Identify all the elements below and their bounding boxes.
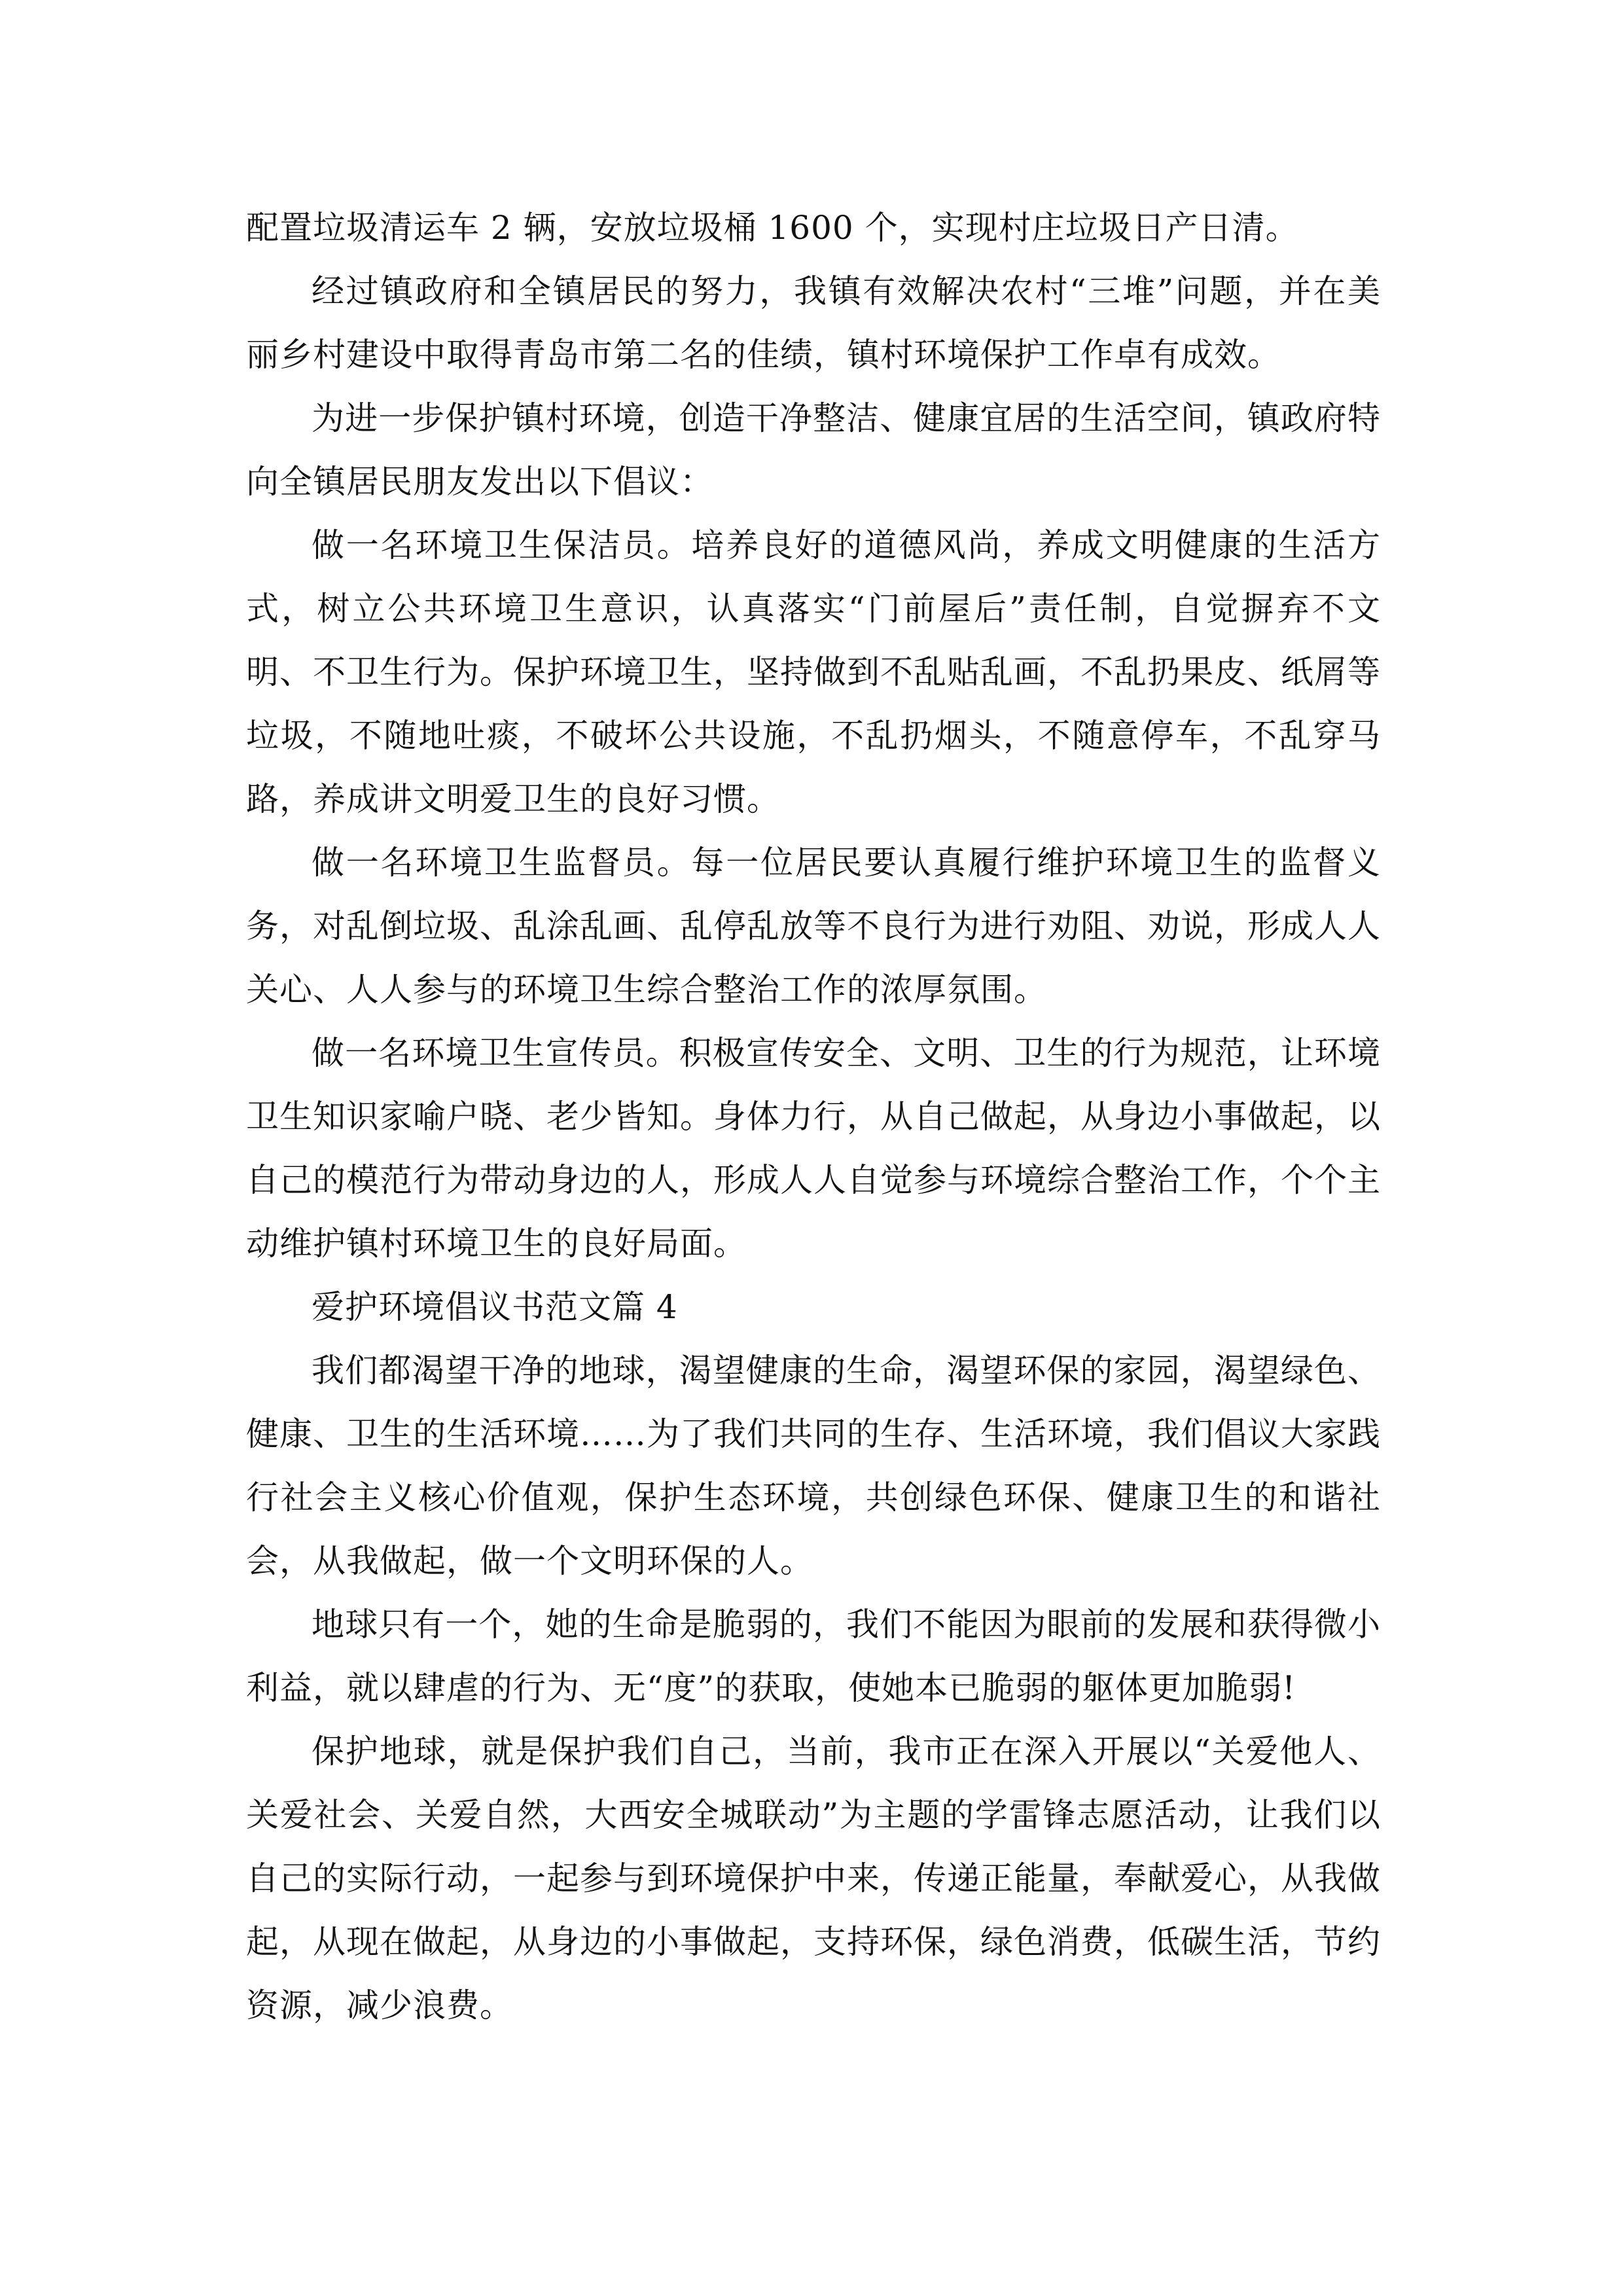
paragraph-2: 经过镇政府和全镇居民的努力，我镇有效解决农村“三堆”问题，并在美丽乡村建设中取得青岛市第二名的佳绩，镇村环境保护工作卓有成效。 — [246, 272, 1381, 374]
paragraph-7: 我们都渴望干净的地球，渴望健康的生命，渴望环保的家园，渴望绿色、健康、卫生的生活环境……为了我们共同的生存、生活环境，我们倡议大家践行社会主义核心价值观，保护生态环境，共创绿色环保、健康卫生的和谐社会，从我做起，做一个文明环保的人。 — [246, 1352, 1381, 1580]
paragraph-9: 保护地球，就是保护我们自己，当前，我市正在深入开展以“关爱他人、关爱社会、关爱自然，大西安全城联动”为主题的学雷锋志愿活动，让我们以自己的实际行动，一起参与到环境保护中来，传递正能量，奉献爱心，从我做起，从现在做起，从身边的小事做起，支持环保，绿色消费，低碳生活，节约资源，减少浪费。 — [246, 1732, 1381, 2024]
paragraph-3: 为进一步保护镇村环境，创造干净整洁、健康宜居的生活空间，镇政府特向全镇居民朋友发出以下倡议： — [246, 399, 1381, 501]
paragraph-8: 地球只有一个，她的生命是脆弱的，我们不能因为眼前的发展和获得微小利益，就以肆虐的行为、无“度”的获取，使她本已脆弱的躯体更加脆弱! — [246, 1605, 1381, 1707]
paragraph-4: 做一名环境卫生保洁员。培养良好的道德风尚，养成文明健康的生活方式，树立公共环境卫生意识，认真落实“门前屋后”责任制，自觉摒弃不文明、不卫生行为。保护环境卫生，坚持做到不乱贴乱画，不乱扔果皮、纸屑等垃圾，不随地吐痰，不破坏公共设施，不乱扔烟头，不随意停车，不乱穿马路，养成讲文明爱卫生的良好习惯。 — [246, 526, 1381, 818]
paragraph-5: 做一名环境卫生监督员。每一位居民要认真履行维护环境卫生的监督义务，对乱倒垃圾、乱涂乱画、乱停乱放等不良行为进行劝阻、劝说，形成人人关心、人人参与的环境卫生综合整治工作的浓厚氛围。 — [246, 844, 1381, 1009]
document-body — [246, 196, 1381, 2037]
paragraph-6: 做一名环境卫生宣传员。积极宣传安全、文明、卫生的行为规范，让环境卫生知识家喻户晓、老少皆知。身体力行，从自己做起，从身边小事做起，以自己的模范行为带动身边的人，形成人人自觉参与环境综合整治工作，个个主动维护镇村环境卫生的良好局面。 — [246, 1034, 1381, 1263]
section-heading: 爱护环境倡议书范文篇 4 — [312, 1288, 678, 1326]
paragraph-1: 配置垃圾清运车 2 辆，安放垃圾桶 1600 个，实现村庄垃圾日产日清。 — [246, 209, 1299, 247]
